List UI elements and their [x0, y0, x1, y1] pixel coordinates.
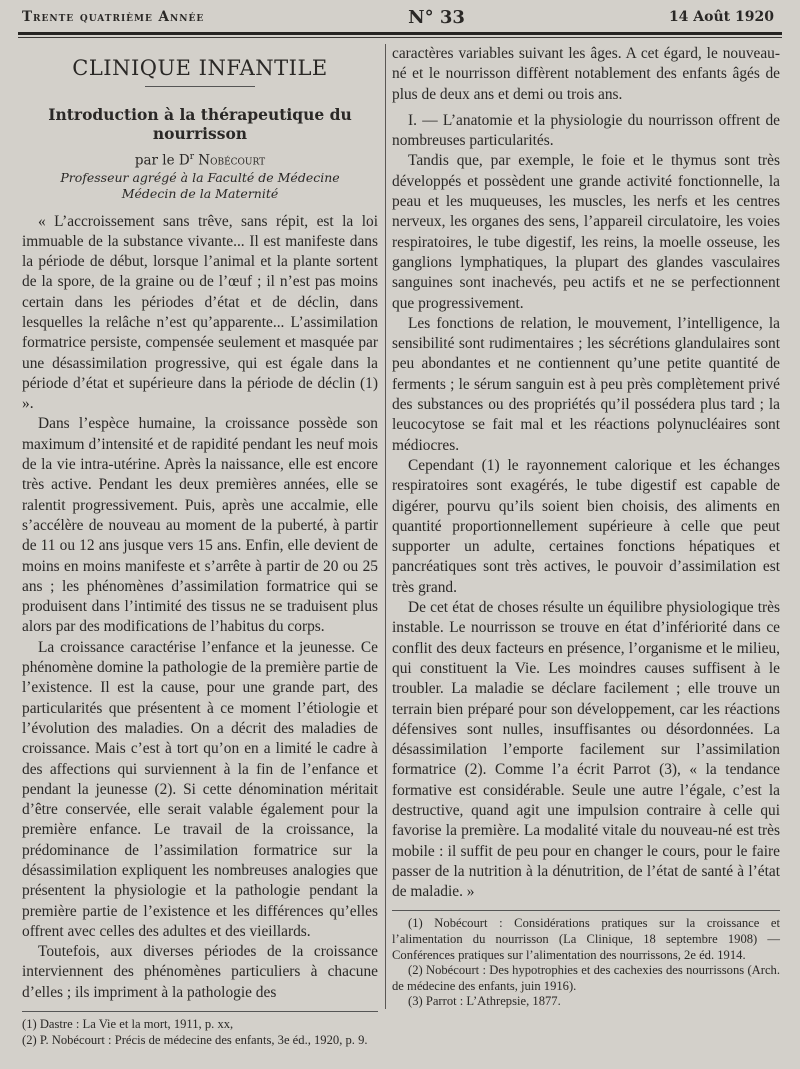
paragraph-equilibre: De cet état de choses résulte un équilibre physiologique très instable. Le nourrisson se trouve en état d’infériorité dans ce conflit des deux facteurs en présence, l’organisme et le milieu, qui constituent la Vie. Les moindres causes suffisent à le troubler. La maladie se déclare facilement ; elle trouve un terrain bien préparé pour son développement, car les réactions défensives sont nulles, insuffisantes ou désordonnées. La désassimilation l’emporte facilement sur l’assimilation formatrice (2). Comme l’a écrit Parrot (3), « la tendance formative est considérable. Seule une autre l’égale, c’est la destructive, quand agit une impulsion contraire à celle qui favorise la première. La modalité vitale du nouveau-né est très mobile : il suffit de peu pour en changer le cours, pour le faire passer de la nutrition à la dénutrition, de l’état de santé à l’état de maladie. » [392, 599, 780, 901]
byline [22, 149, 378, 170]
header-rule-thick [18, 32, 782, 35]
footnote-left-2: (2) P. Nobécourt : Précis de médecine des enfants, 3e éd., 1920, p. 9. [22, 1032, 368, 1047]
footnote-rule-right [392, 910, 780, 911]
affiliation-line-1: Professeur agrégé à la Faculté de Médecine [60, 169, 340, 185]
left-column [22, 44, 378, 1048]
footnote-rule-left [22, 1011, 378, 1012]
footnote-right-3: (3) Parrot : L’Athrepsie, 1877. [408, 994, 561, 1009]
paragraph-continuation: caractères variables suivant les âges. A cet égard, le nouveau-né et le nourrisson diffèrent notablement des enfants âgés de plus de deux ans et demi ou trois ans. [392, 45, 780, 103]
footnote-right-2: (2) Nobécourt : Des hypotrophies et des cachexies des nourrissons (Arch. de médecine des enfants, juin 1916). [392, 963, 780, 993]
paragraph-anatomie: Tandis que, par exemple, le foie et le thymus sont très développés et possèdent une grande activité fonctionnelle, la peau et les muqueuses, les muscles, les nerfs et les centres nerveux, les organes des sens, l’appareil circulatoire, les voies respiratoires, le tube digestif, les reins, la moelle osseuse, les ganglions lymphatiques, la plupart des glandes vasculaires sanguines sont inachevés, peu actifs et ne se perfectionnent que progressivement. [392, 152, 780, 312]
author-affiliation [22, 170, 378, 202]
column-divider [385, 44, 386, 1009]
section-rubric: CLINIQUE INFANTILE [72, 56, 328, 80]
paragraph-cependant: Cependant (1) le rayonnement calorique et les échanges respiratoires sont exagérés, le tube digestif est capable de digérer, pourvu qu’ils soient bien choisis, des aliments en quantité proportionnellement supérieure à celle que peut supporter un adulte, certaines fonctions hépatiques et pancréatiques sont très actives, le pouvoir d’assimilation est très grand. [392, 456, 780, 596]
affiliation-line-2: Médecin de la Maternité [121, 185, 279, 201]
paragraph-fonctions: Les fonctions de relation, le mouvement, l’intelligence, la sensibilité sont rudimentaires ; les sécrétions glandulaires sont peu abondantes et ne contiennent qu’une petite quantité de ferments ; le sérum sanguin est à peu près complètement privé des substances ou des propriétés qu’il possédera plus tard ; la leucocytose se fait mal et les réactions polynucléaires sont médiocres. [392, 314, 780, 454]
volume-label: Trente quatrième Année [22, 9, 205, 25]
footnote-left-1: (1) Dastre : La Vie et la mort, 1911, p. xx, [22, 1017, 234, 1032]
byline-prefix: par le D [134, 152, 190, 169]
right-column [392, 44, 780, 1010]
header-rule-thin [18, 37, 782, 38]
paragraph-pathologie: La croissance caractérise l’enfance et la jeunesse. Ce phénomène domine la pathologie de la première partie de l’existence. Il est la cause, pour une grande part, des particularités que présentent à ce moment l’étiologie et l’évolution des maladies. On a décrit des maladies de croissance. Mais c’est à tort qu’on en a limité le cadre à des affections qui surviennent à la fin de l’enfance et pendant la jeunesse (2). Si cette dénomination méritait d’être conservée, elle serait valable également pour la première enfance. Le travail de la croissance, la prédominance de l’assimilation formatrice sur la désassimilation expliquent les nombreuses analogies que présentent la physiologie et la pathologie pendant la première partie de l’existence et les différences qu’elles offrent avec celles des adultes et des vieillards. [22, 638, 378, 940]
running-head [22, 6, 774, 28]
issue-number: N° 33 [408, 6, 465, 28]
byline-sup: r [189, 152, 194, 162]
article-title: Introduction à la thérapeutique du nourrisson [48, 105, 352, 143]
footnote-right-1: (1) Nobécourt : Considérations pratiques sur la croissance et l’alimentation du nourrisson (La Clinique, 18 septembre 1908) — Conférences pratiques sur l’alimentation des nourrissons, 2e éd. 1914. [392, 916, 780, 962]
paragraph-croissance: Dans l’espèce humaine, la croissance possède son maximum d’intensité et de rapidité pendant les neuf mois de la vie intra-utérine. Après la naissance, elle est encore très active. Pendant les deux premières années, elle se ralentit progressivement. Puis, après une accalmie, elle s’accélère de nouveau au moment de la puberté, à partir de 11 ou 12 ans jusque vers 15 ans. Enfin, elle devient de moins en moins manifeste et s’arrête à partir de 20 ou 25 ans ; les phénomènes d’assimilation formatrice qui se produisent dans l’intimité des tissus ne se traduisent plus alors par des modifications de l’habitus du corps. [22, 415, 378, 636]
issue-date: 14 Août 1920 [668, 9, 774, 25]
paragraph-quote: « L’accroissement sans trêve, sans répit, est la loi immuable de la substance vivante... Il est manifeste dans la période de début, lorsque l’animal et la plante sortent de la spore, de la graine ou de l’œuf ; il n’est pas moins certain dans les périodes d’état et de déclin, dans lesquelles la relâche n’est qu’apparente... L’assimilation formatrice persiste, compensée seulement et masquée par une désassimilation progressive, qui est égale dans la période d’état et supérieure dans la période de déclin (1) ». [22, 212, 378, 413]
author-name: Nobécourt [198, 152, 266, 169]
paragraph-toutefois: Toutefois, aux diverses périodes de la croissance interviennent des phénomènes particuliers à chacune d’elles ; ils impriment à la pathologie des [22, 943, 378, 1001]
section-heading-1: I. — L’anatomie et la physiologie du nourrisson offrent de nombreuses particularités. [392, 111, 780, 150]
rubric-underline [145, 86, 255, 87]
